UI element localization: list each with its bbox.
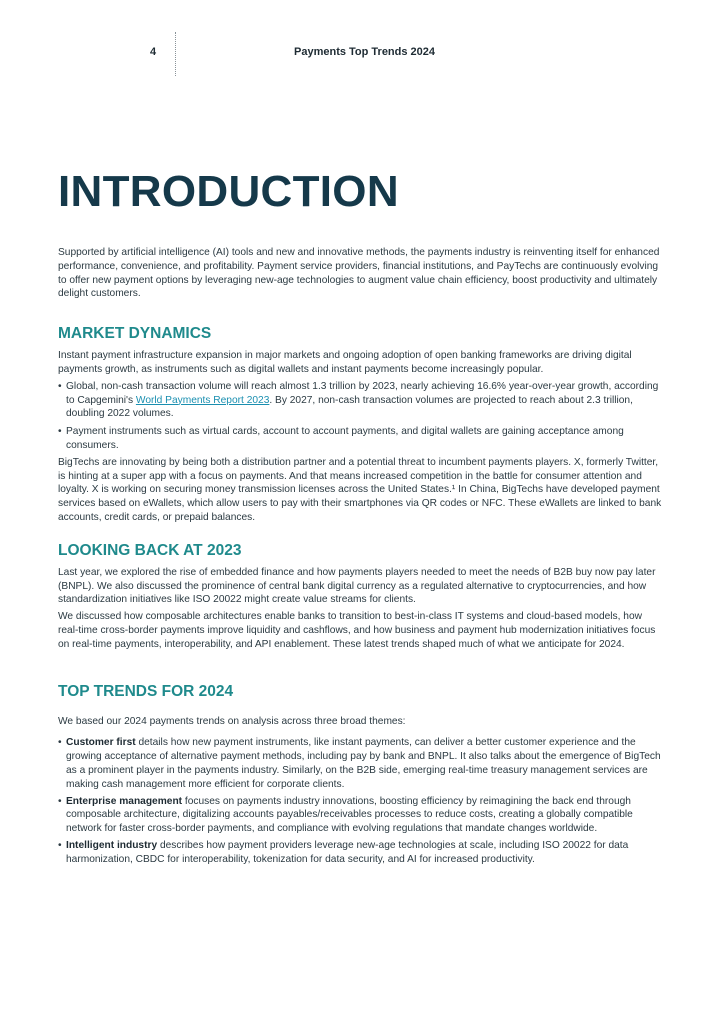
- bullet-text: Payment instruments such as virtual cards, account to account payments, and digital wallets are gaining acceptance among consumers.: [66, 426, 624, 451]
- list-item: [58, 795, 662, 836]
- trend-description: details how new payment instruments, like instant payments, can deliver a better customer experience and the growing acceptance of alternative payment methods, including pay by bank and BNPL. It also talks about the emergence of BigTech as a prominent player in the payments industry. Similarly, on the B2B side, emerging real-time treasury management services are making cash management more efficient for corporate clients.: [66, 737, 661, 790]
- top-trends-lead: We based our 2024 payments trends on analysis across three broad themes:: [58, 715, 406, 727]
- market-dynamics-list: [58, 380, 662, 453]
- intro-paragraph: Supported by artificial intelligence (AI) tools and new and innovative methods, the payments industry is reinventing itself for enhanced performance, convenience, and profitability. Payment service providers, financial institutions, and PayTechs are continuously evolving to offer new payment options by leveraging new-age technologies to augment value chain efficiency, boost productivity and ultimately delight customers.: [58, 247, 660, 300]
- list-item: [58, 736, 662, 791]
- bullet-icon: •: [58, 737, 62, 749]
- bullet-text: . By 2027, non-cash transaction volumes are projected to reach about 2.3 trillion, doubling 2022 volumes.: [66, 394, 633, 420]
- page-title: INTRODUCTION: [58, 167, 399, 216]
- world-payments-report-link[interactable]: World Payments Report 2023: [135, 394, 270, 406]
- trend-description: focuses on payments industry innovations, boosting efficiency by reimagining the back end through composable architecture, digitalizing accounts payables/receivables processes to reduce costs, creating a globally compatible network for faster cross-border payments, and compliance with evolving regulations that mandate changes worldwide.: [66, 795, 633, 835]
- bullet-icon: •: [58, 380, 62, 392]
- bullet-icon: •: [58, 839, 62, 851]
- header-divider: [175, 32, 176, 76]
- list-item: [58, 380, 662, 421]
- bullet-icon: •: [58, 795, 62, 807]
- trend-term: Customer first: [66, 737, 136, 749]
- looking-back-paragraph-2: We discussed how composable architectures enable banks to transition to best-in-class IT systems and cloud-based models, how real-time cross-border payments improve liquidity and cashflows, and how business and payment hub modernization initiatives focus on real-time payments, interoperability, and API enablement. These latest trends shaped much of what we anticipate for 2024.: [58, 611, 656, 650]
- list-item: [58, 425, 662, 453]
- market-dynamics-lead: Instant payment infrastructure expansion in major markets and ongoing adoption of open banking frameworks are driving digital payments growth, as instruments such as digital wallets and instant payments become increasingly popular.: [58, 350, 632, 375]
- looking-back-paragraph-1: Last year, we explored the rise of embedded finance and how payments players needed to meet the needs of B2B buy now pay later (BNPL). We also discussed the prominence of central bank digital currency as a regulated alternative to cryptocurrencies, and how standardization initiatives like ISO 20022 might create value streams for clients.: [58, 566, 656, 606]
- market-dynamics-heading: MARKET DYNAMICS: [58, 325, 212, 343]
- looking-back-heading: LOOKING BACK AT 2023: [58, 541, 242, 559]
- trend-description: describes how payment providers leverage new-age technologies at scale, including ISO 20022 for data harmonization, CBDC for interoperability, tokenization for data security, and AI for increased productivity.: [66, 839, 629, 865]
- bullet-icon: •: [58, 426, 62, 438]
- page-number: 4: [150, 46, 157, 58]
- top-trends-list: [58, 736, 662, 866]
- top-trends-heading: TOP TRENDS FOR 2024: [58, 682, 234, 700]
- list-item: [58, 839, 662, 867]
- bullet-text: Global, non-cash transaction volume will reach almost 1.3 trillion by 2023, nearly achieving 16.6% year-over-year growth, according to Capgemini's: [66, 380, 659, 406]
- trend-term: Intelligent industry: [66, 839, 158, 851]
- market-dynamics-closing: BigTechs are innovating by being both a distribution partner and a potential threat to incumbent payments players. X, formerly Twitter, is hinting at a super app with a focus on payments. And that means increased competition in the battle for consumer attention and loyalty. X is working on securing money transmission licenses across the United States.¹ In China, BigTechs have developed payment services based on eWallets, which allow users to pay with their smartphones via QR codes or NFC. These eWallets are linked to bank accounts, credit cards, or prepaid balances.: [58, 456, 662, 523]
- trend-term: Enterprise management: [66, 795, 183, 807]
- article-body: [58, 246, 662, 867]
- running-header-title: Payments Top Trends 2024: [294, 46, 436, 58]
